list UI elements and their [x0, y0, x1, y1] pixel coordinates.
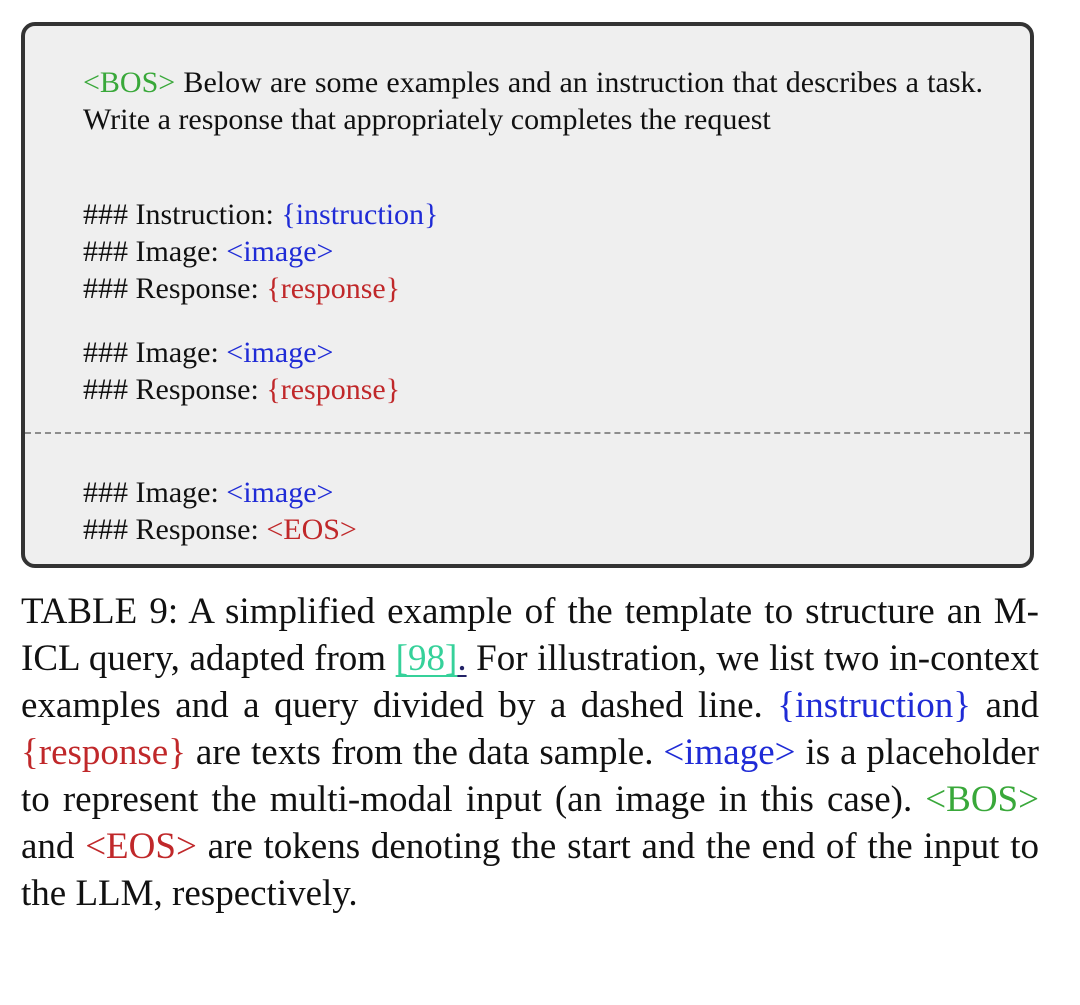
response-label: ### Response:	[83, 272, 267, 305]
response-label: ### Response:	[83, 513, 267, 546]
response-line	[83, 511, 357, 548]
caption-text: For illustration, we list two in-context examples and a query divided by a dashed line.	[21, 638, 1039, 726]
response-label: ### Response:	[83, 373, 267, 406]
caption-text: and	[971, 685, 1039, 726]
instruction-var: {instruction}	[281, 198, 439, 231]
template-box	[21, 22, 1034, 568]
citation-link[interactable]: [98]	[395, 638, 458, 679]
intro-text: Below are some examples and an instruction that describes a task. Write a response that appropriately completes the request	[83, 66, 983, 136]
bos-token: <BOS>	[925, 779, 1039, 820]
response-var: {response}	[266, 373, 401, 406]
query-block	[83, 474, 357, 548]
example-block-1	[83, 196, 438, 307]
image-line	[83, 334, 400, 371]
image-line	[83, 474, 357, 511]
template-intro	[83, 64, 983, 138]
example-block-2	[83, 334, 400, 408]
table-caption	[21, 588, 1039, 917]
citation-tail: .	[457, 638, 467, 679]
image-label: ### Image:	[83, 336, 227, 369]
response-token: {response}	[21, 732, 186, 773]
response-var: {response}	[266, 272, 401, 305]
caption-text: are texts from the data sample.	[185, 732, 664, 773]
caption-text: and	[21, 826, 86, 867]
image-var: <image>	[226, 336, 334, 369]
instruction-label: ### Instruction:	[83, 198, 282, 231]
response-line	[83, 371, 400, 408]
bos-token: <BOS>	[83, 66, 176, 99]
eos-token: <EOS>	[85, 826, 197, 867]
image-var: <image>	[226, 476, 334, 509]
response-line	[83, 270, 438, 307]
image-label: ### Image:	[83, 235, 227, 268]
caption-text: are tokens denoting the start and the end of the input to the LLM, respectively.	[21, 826, 1039, 914]
dashed-divider	[25, 432, 1030, 434]
image-line	[83, 233, 438, 270]
caption-text: is a placeholder to represent the multi-modal input (an image in this case).	[21, 732, 1039, 820]
eos-token: <EOS>	[266, 513, 357, 546]
image-token: <image>	[663, 732, 796, 773]
caption-text: TABLE 9: A simplified example of the template to structure an M-ICL query, adapted from	[21, 591, 1039, 679]
instruction-token: {instruction}	[777, 685, 972, 726]
image-var: <image>	[226, 235, 334, 268]
instruction-line	[83, 196, 438, 233]
image-label: ### Image:	[83, 476, 227, 509]
